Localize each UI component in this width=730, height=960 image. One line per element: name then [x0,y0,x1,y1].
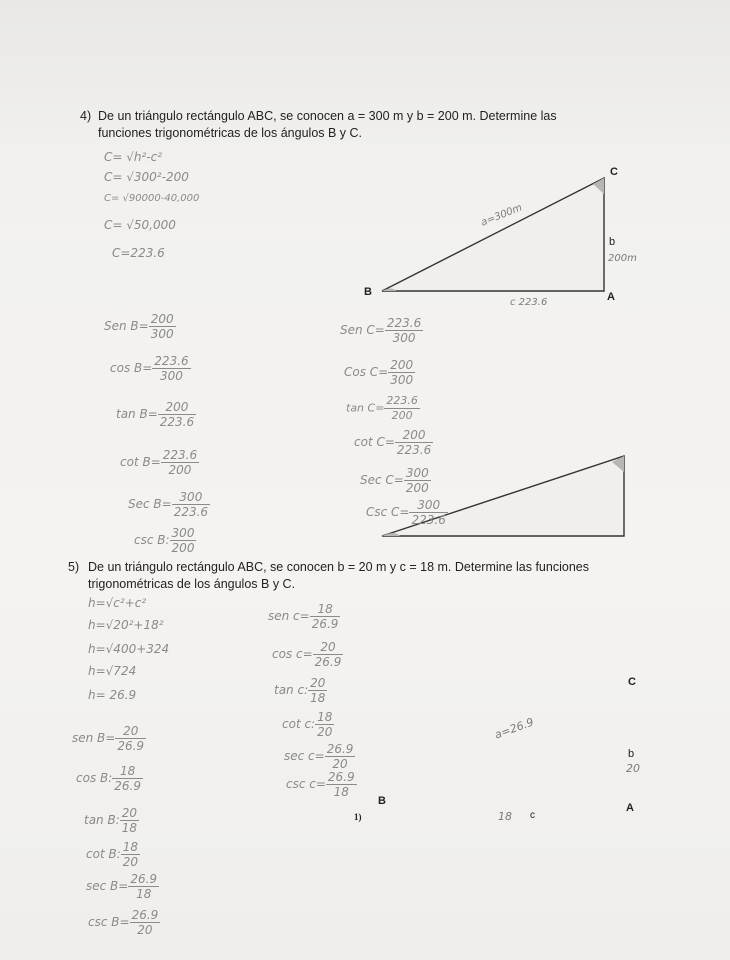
problem-5-statement-line1: De un triángulo rectángulo ABC, se conocen b = 20 m y c = 18 m. Determine las funciones [88,560,589,574]
problem-4-work-line: C= √h²-c² [104,150,163,164]
triangle-5-vertex-b: B [378,795,386,807]
p5-tan-b: tan B: $\frac{20}{18}$ [84,806,138,835]
p5-sen-b: sen B= $\frac{20}{26.9}$ [72,724,145,753]
p4-cos-c: Cos C= $\frac{200}{300}$ [344,358,414,387]
p5-sec-c: sec c= $\frac{26.9}{20}$ [284,742,354,771]
problem-4-work-line: C=223.6 [112,246,165,260]
triangle-4-vertex-b: B [364,286,372,298]
p4-cot-b: cot B= $\frac{223.6}{200}$ [120,448,198,477]
triangle-4-side-b-value: 200m [608,253,637,264]
problem-4-statement-line1: De un triángulo rectángulo ABC, se conocen a = 300 m y b = 200 m. Determine las [98,109,557,123]
problem-5-work-line: h=√20²+18² [88,618,164,632]
p5-csc-b: csc B= $\frac{26.9}{20}$ [88,908,159,937]
triangle-5-side-c-label: c [530,810,535,821]
problem-4-number: 4) [80,109,92,123]
triangle-4-side-b-label: b [609,236,616,248]
triangle-5-vertex-a: A [626,802,634,814]
p5-cos-c: cos c= $\frac{20}{26.9}$ [272,640,342,669]
problem-4-work-line: C= √90000-40,000 [104,193,200,204]
triangle-4-hypotenuse-label: a=300m [479,202,524,229]
problem-5-number: 5) [68,560,80,574]
p4-sen-b: Sen B= $\frac{200}{300}$ [104,312,174,341]
problem-4-statement-line2: funciones trigonométricas de los ángulos B y C. [98,126,363,140]
p4-sen-c: Sen C= $\frac{223.6}{300}$ [340,316,422,345]
p4-csc-c: Csc C= $\frac{300}{223.6}$ [366,498,446,527]
figure-number: 1) [354,812,362,822]
triangle-5-hypotenuse-label: a=26.9 [492,715,536,742]
problem-5-work-line: h=√c²+c² [88,596,147,610]
triangle-5-vertex-c: C [628,676,636,688]
p4-tan-b: tan B= $\frac{200}{223.6}$ [116,400,195,429]
p4-sec-c: Sec C= $\frac{300}{200}$ [360,466,429,495]
p5-sec-b: sec B= $\frac{26.9}{18}$ [86,872,158,901]
p5-cos-b: cos B: $\frac{18}{26.9}$ [76,764,141,793]
triangle-4-shape [382,178,604,291]
triangle-4-side-c-label: c 223.6 [510,297,548,308]
triangle-4-vertex-a: A [607,291,615,303]
p5-cot-c: cot c: $\frac{18}{20}$ [282,710,333,739]
p5-sen-c: sen c= $\frac{18}{26.9}$ [268,602,339,631]
p5-csc-c: csc c= $\frac{26.9}{18}$ [286,770,355,799]
triangle-5-side-c-value: 18 [498,810,512,823]
p5-cot-b: cot B: $\frac{18}{20}$ [86,840,139,869]
triangle-4-vertex-c: C [610,166,618,178]
p4-cot-c: cot C= $\frac{200}{223.6}$ [354,428,432,457]
problem-5-statement-line2: trigonométricas de los ángulos B y C. [88,577,296,591]
triangle-5-side-b-label: b [628,748,635,760]
problem-4-work-line: C= √50,000 [104,218,176,232]
p4-tan-c: tan C= $\frac{223.6}{200}$ [346,394,418,422]
triangle-5-side-b-value: 20 [626,762,640,775]
p5-tan-c: tan c: $\frac{20}{18}$ [274,676,326,705]
p4-sec-b: Sec B= $\frac{300}{223.6}$ [128,490,209,519]
problem-5-work-line: h= 26.9 [88,688,137,702]
p4-cos-b: cos B= $\frac{223.6}{300}$ [110,354,189,383]
p4-csc-b: csc B: $\frac{300}{200}$ [134,526,195,555]
problem-4-work-line: C= √300²-200 [104,170,189,184]
problem-5-work-line: h=√400+324 [88,642,170,656]
problem-5-work-line: h=√724 [88,664,137,678]
